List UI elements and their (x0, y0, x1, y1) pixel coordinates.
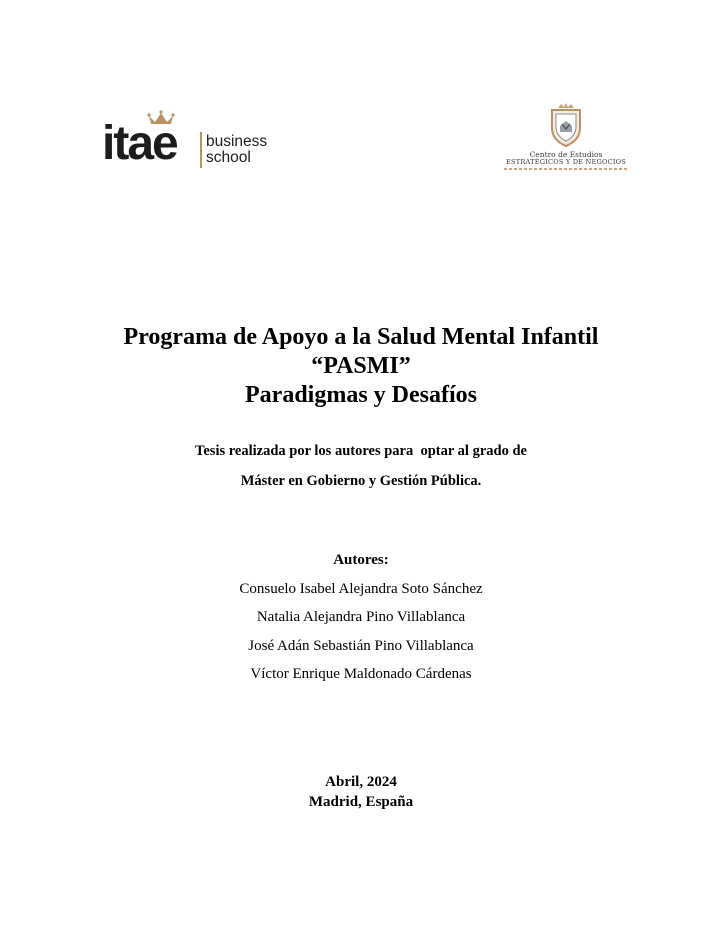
author-name: Víctor Enrique Maldonado Cárdenas (250, 666, 472, 682)
author-name: Consuelo Isabel Alejandra Soto Sánchez (239, 580, 483, 597)
centro-decorative-rule (504, 168, 628, 170)
thesis-subtitle (0, 436, 722, 496)
itae-sub-line2: school (206, 149, 251, 166)
publication-date: Abril, 2024 (325, 774, 397, 790)
authors-heading: Autores: (333, 552, 389, 568)
subtitle-line-2: Máster en Gobierno y Gestión Pública. (240, 473, 482, 489)
logo-divider (200, 132, 202, 168)
itae-business-school-logo (102, 110, 277, 172)
thesis-title (0, 323, 722, 410)
centro-estudios-logo (502, 102, 630, 176)
itae-sub-line1: business (206, 133, 268, 150)
centro-name-line1: Centro de Estudios (529, 150, 603, 159)
author-name: Natalia Alejandra Pino Villablanca (256, 609, 466, 625)
title-line-1: Programa de Apoyo a la Salud Mental Infantil (123, 324, 599, 350)
itae-wordmark: itae (102, 117, 177, 170)
centro-name-line2: ESTRATÉGICOS Y DE NEGOCIOS (506, 158, 626, 166)
title-line-2: “PASMI” (311, 353, 411, 379)
crest-icon (548, 102, 584, 148)
author-name: José Adán Sebastián Pino Villablanca (248, 637, 474, 654)
publication-place: Madrid, España (308, 794, 414, 810)
authors-section (0, 546, 722, 689)
date-place-block (0, 772, 722, 812)
subtitle-line-1: Tesis realizada por los autores para optar al grado de (195, 443, 527, 459)
title-line-3: Paradigmas y Desafíos (245, 382, 477, 408)
itae-subtitle (206, 134, 267, 166)
